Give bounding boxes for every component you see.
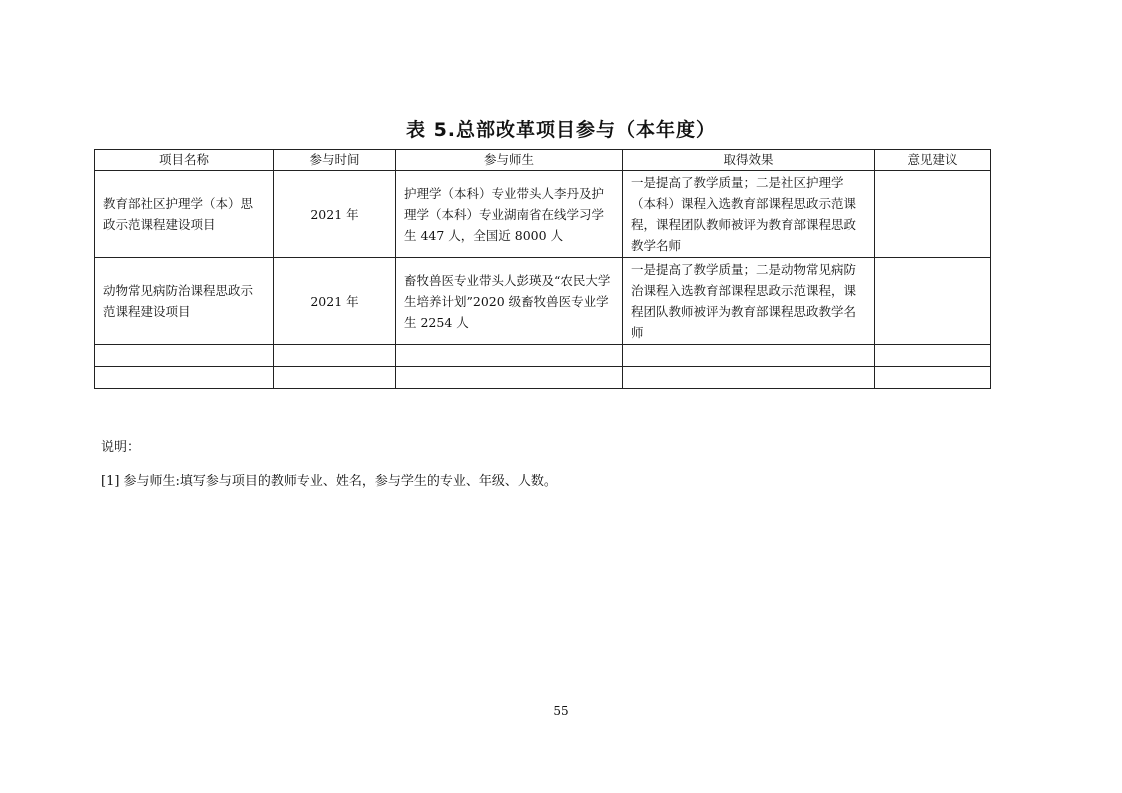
cell-time: 2021 年 [274,258,396,345]
page-number: 55 [553,704,569,718]
reform-projects-table [94,149,991,389]
cell-participants: 畜牧兽医专业带头人彭瑛及“农民大学生培养计划”2020 级畜牧兽医专业学生 2254 人 [396,258,623,345]
table-row [95,171,991,258]
cell-project-name: 教育部社区护理学（本）思政示范课程建设项目 [95,171,274,258]
cell-suggestion [875,171,991,258]
empty-cell [274,367,396,389]
empty-cell [95,345,274,367]
empty-cell [396,367,623,389]
empty-cell [623,345,875,367]
table-title: 表 5.总部改革项目参与（本年度） [405,119,717,141]
cell-participants: 护理学（本科）专业带头人李丹及护理学（本科）专业湖南省在线学习学生 447 人，全国近 8000 人 [396,171,623,258]
empty-cell [396,345,623,367]
header-participants: 参与师生 [396,150,623,171]
empty-cell [274,345,396,367]
cell-time: 2021 年 [274,171,396,258]
notes-title: 说明： [101,440,141,455]
empty-table-row [95,345,991,367]
header-participation-time: 参与时间 [274,150,396,171]
empty-cell [875,345,991,367]
header-suggestion: 意见建议 [875,150,991,171]
header-project-name: 项目名称 [95,150,274,171]
header-effect: 取得效果 [623,150,875,171]
empty-cell [875,367,991,389]
cell-effect: 一是提高了教学质量；二是动物常见病防治课程入选教育部课程思政示范课程，课程团队教师被评为教育部课程思政教学名师 [623,258,875,345]
empty-cell [95,367,274,389]
empty-table-row [95,367,991,389]
table-row [95,258,991,345]
table-header-row [95,150,991,171]
cell-effect: 一是提高了教学质量；二是社区护理学（本科）课程入选教育部课程思政示范课程，课程团队教师被评为教育部课程思政教学名师 [623,171,875,258]
empty-cell [623,367,875,389]
cell-project-name: 动物常见病防治课程思政示范课程建设项目 [95,258,274,345]
cell-suggestion [875,258,991,345]
note-item: [1] 参与师生:填写参与项目的教师专业、姓名，参与学生的专业、年级、人数。 [101,474,557,489]
